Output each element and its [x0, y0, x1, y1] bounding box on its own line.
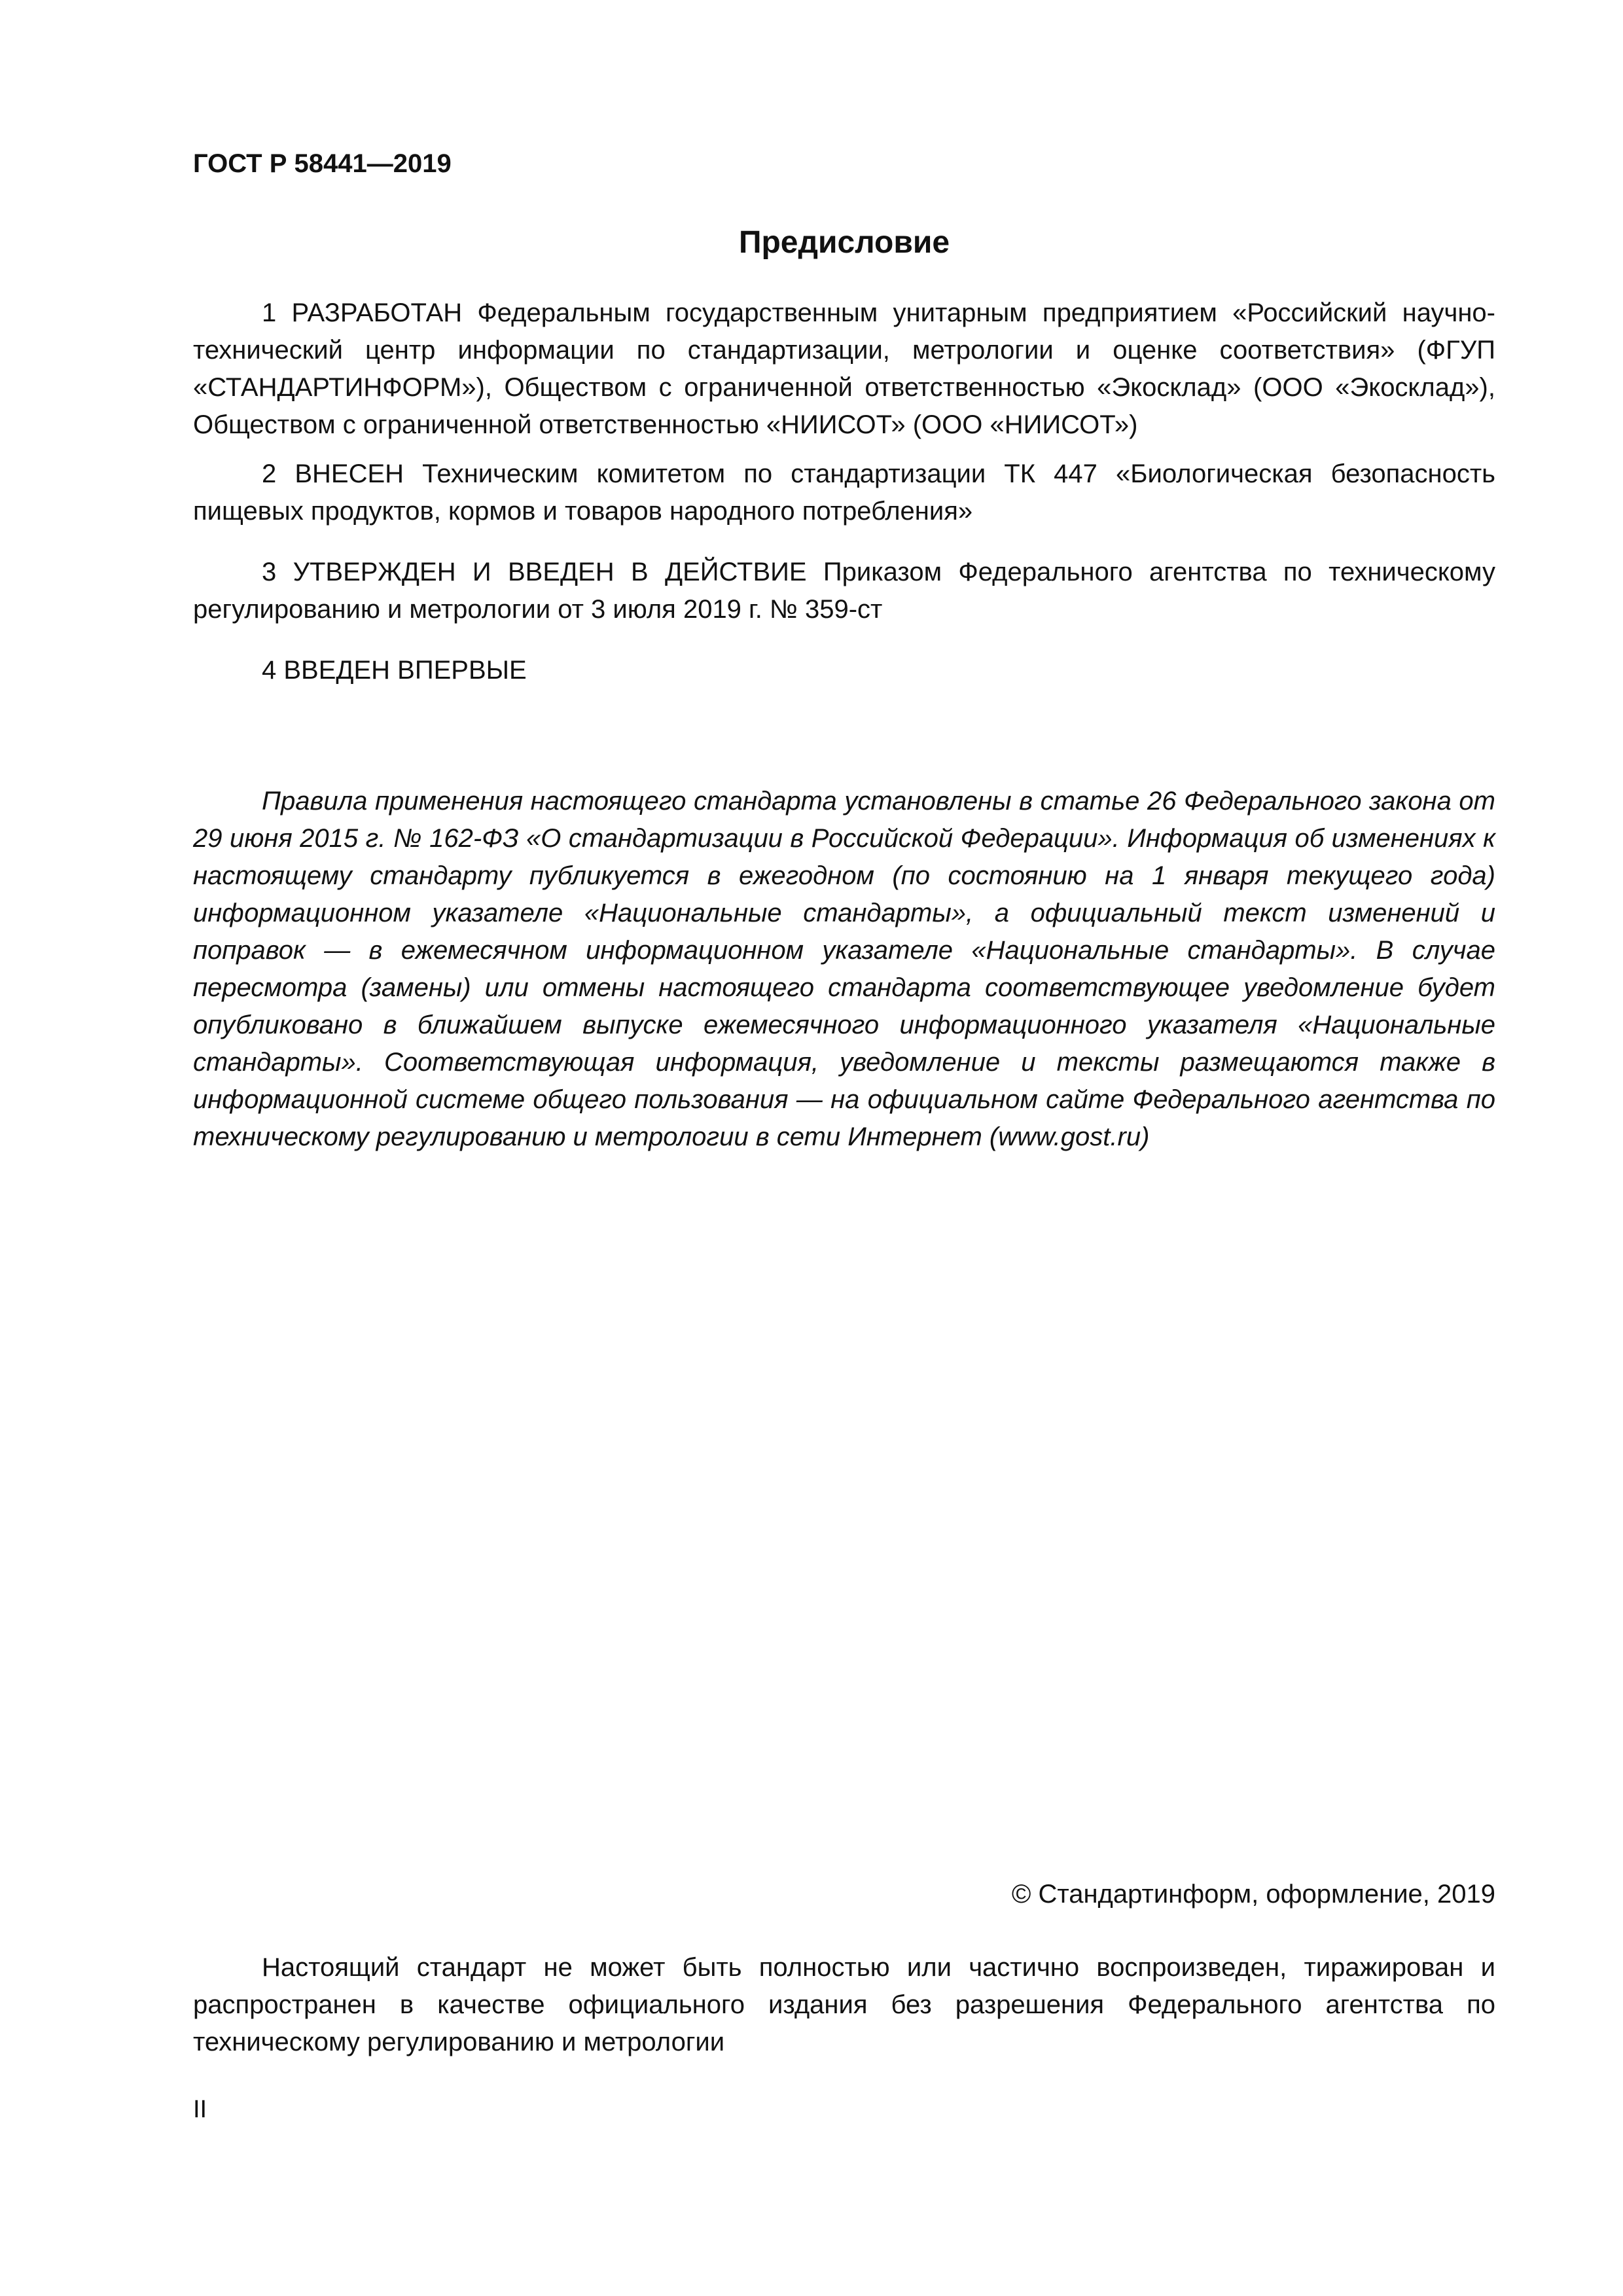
copyright-notice: © Стандартинформ, оформление, 2019 — [1011, 1880, 1495, 1909]
application-rules-note: Правила применения настоящего стандарта установлены в статье 26 Федерального закона от 29 июня 2015 г. № 162-ФЗ «О стандартизации в Российской Федерации». Информация об изменениях к настоящему стандарту публикуется в ежегодном (по состоянию на 1 января текущего года) информационном указателе «Национальные стандарты», а официальный текст изменений и поправок — в ежемесячном информационном указателе «Национальные стандарты». В случае пересмотра (замены) или отмены настоящего стандарта соответствующее уведомление будет опубликовано в ближайшем выпуске ежемесячного информационного указателя «Национальные стандарты». Соответствующая информация, уведомление и тексты размещаются также в информационной системе общего пользования — на официальном сайте Федерального агентства по техническому регулированию и метрологии в сети Интернет (www.gost.ru) — [193, 787, 1495, 1151]
reproduction-notice: Настоящий стандарт не может быть полностью или частично воспроизведен, тиражирован и распространен в качестве официального издания без разрешения Федерального агентства по техническому регулированию и метрологии — [193, 1953, 1495, 2056]
preface-title: Предисловие — [738, 225, 950, 260]
preface-item-introduced: 2 ВНЕСЕН Техническим комитетом по стандартизации ТК 447 «Биологическая безопасность пищевых продуктов, кормов и товаров народного потребления» — [193, 459, 1495, 526]
preface-item-first-introduced: 4 ВВЕДЕН ВПЕРВЫЕ — [262, 656, 527, 685]
document-code: ГОСТ Р 58441—2019 — [193, 149, 452, 178]
preface-item-developed: 1 РАЗРАБОТАН Федеральным государственным унитарным предприятием «Российский научно-технический центр информации по стандартизации, метрологии и оценке соответствия» (ФГУП «СТАНДАРТИНФОРМ»), Обществом с ограниченной ответственностью «Экосклад» (ООО «Экосклад»), Обществом с ограниченной ответственностью «НИИСОТ» (ООО «НИИСОТ») — [193, 298, 1495, 439]
preface-item-approved: 3 УТВЕРЖДЕН И ВВЕДЕН В ДЕЙСТВИЕ Приказом Федерального агентства по техническому регулированию и метрологии от 3 июля 2019 г. № 359-ст — [193, 558, 1495, 624]
page-number: II — [193, 2096, 207, 2123]
